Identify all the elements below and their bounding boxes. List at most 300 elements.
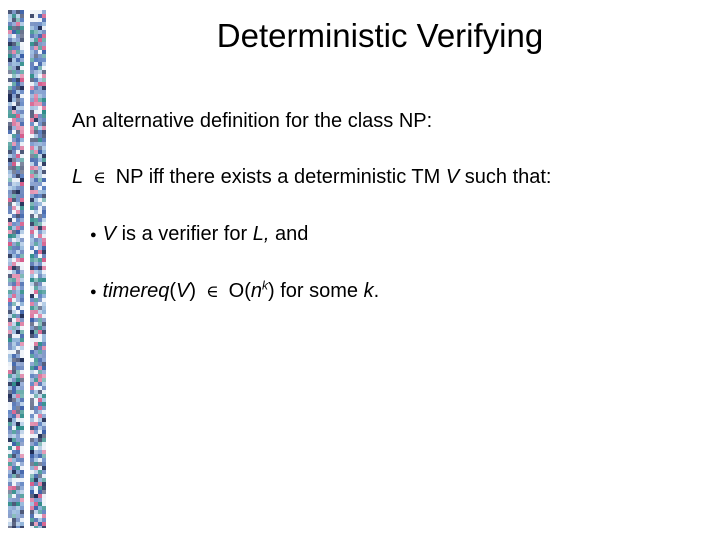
mosaic-tile	[8, 102, 12, 106]
mosaic-tile	[30, 350, 34, 354]
mosaic-tile	[8, 438, 12, 442]
mosaic-tile	[8, 230, 12, 234]
mosaic-tile	[38, 78, 42, 82]
mosaic-tile	[42, 494, 46, 498]
mosaic-tile	[38, 374, 42, 378]
mosaic-tile	[20, 122, 24, 126]
mosaic-tile	[8, 522, 12, 526]
mosaic-tile	[16, 250, 20, 254]
mosaic-tile	[16, 430, 20, 434]
mosaic-tile	[16, 146, 20, 150]
mosaic-tile	[30, 462, 34, 466]
mosaic-tile	[12, 58, 16, 62]
mosaic-tile	[12, 390, 16, 394]
mosaic-tile	[20, 458, 24, 462]
mosaic-tile	[16, 478, 20, 482]
mosaic-tile	[42, 214, 46, 218]
mosaic-tile	[30, 438, 34, 442]
mosaic-tile	[12, 86, 16, 90]
mosaic-tile	[12, 238, 16, 242]
mosaic-tile	[42, 526, 46, 528]
mosaic-tile	[34, 258, 38, 262]
mosaic-tile	[16, 278, 20, 282]
mosaic-tile	[34, 58, 38, 62]
mosaic-tile	[20, 422, 24, 426]
mosaic-tile	[30, 190, 34, 194]
mosaic-tile	[12, 94, 16, 98]
mosaic-tile	[34, 86, 38, 90]
mosaic-tile	[16, 494, 20, 498]
mosaic-tile	[20, 350, 24, 354]
mosaic-tile	[38, 166, 42, 170]
mosaic-tile	[38, 426, 42, 430]
mosaic-tile	[16, 266, 20, 270]
mosaic-tile	[20, 434, 24, 438]
mosaic-tile	[12, 218, 16, 222]
mosaic-tile	[12, 474, 16, 478]
mosaic-tile	[42, 218, 46, 222]
mosaic-tile	[16, 150, 20, 154]
mosaic-tile	[30, 262, 34, 266]
mosaic-tile	[42, 238, 46, 242]
mosaic-tile	[30, 182, 34, 186]
mosaic-tile	[30, 130, 34, 134]
mosaic-tile	[20, 150, 24, 154]
mosaic-tile	[38, 230, 42, 234]
exponent-k: k	[261, 278, 268, 293]
mosaic-tile	[8, 202, 12, 206]
mosaic-tile	[38, 174, 42, 178]
mosaic-tile	[30, 158, 34, 162]
mosaic-tile	[42, 146, 46, 150]
mosaic-tile	[12, 482, 16, 486]
mosaic-tile	[30, 410, 34, 414]
mosaic-tile	[34, 290, 38, 294]
mosaic-tile	[42, 94, 46, 98]
mosaic-tile	[12, 442, 16, 446]
mosaic-tile	[42, 362, 46, 366]
mosaic-tile	[30, 434, 34, 438]
mosaic-tile	[16, 118, 20, 122]
mosaic-tile	[16, 466, 20, 470]
mosaic-tile	[20, 522, 24, 526]
mosaic-tile	[42, 434, 46, 438]
mosaic-tile	[20, 398, 24, 402]
mosaic-tile	[38, 382, 42, 386]
mosaic-tile	[20, 322, 24, 326]
mosaic-tile	[38, 298, 42, 302]
mosaic-tile	[38, 170, 42, 174]
mosaic-tile	[42, 418, 46, 422]
mosaic-tile	[34, 366, 38, 370]
mosaic-tile	[8, 454, 12, 458]
mosaic-tile	[38, 194, 42, 198]
mosaic-tile	[12, 130, 16, 134]
mosaic-tile	[16, 242, 20, 246]
mosaic-tile	[16, 262, 20, 266]
mosaic-tile	[34, 326, 38, 330]
mosaic-tile	[8, 370, 12, 374]
mosaic-tile	[38, 302, 42, 306]
mosaic-tile	[20, 66, 24, 70]
mosaic-tile	[38, 314, 42, 318]
mosaic-tile	[20, 98, 24, 102]
mosaic-tile	[16, 446, 20, 450]
mosaic-tile	[16, 114, 20, 118]
mosaic-tile	[30, 266, 34, 270]
mosaic-tile	[20, 130, 24, 134]
mosaic-tile	[38, 506, 42, 510]
mosaic-tile	[30, 326, 34, 330]
mosaic-tile	[12, 518, 16, 522]
mosaic-tile	[42, 502, 46, 506]
mosaic-tile	[16, 202, 20, 206]
mosaic-tile	[12, 286, 16, 290]
paren-close: )	[189, 280, 197, 302]
mosaic-tile	[30, 474, 34, 478]
mosaic-tile	[20, 106, 24, 110]
mosaic-tile	[30, 398, 34, 402]
mosaic-tile	[8, 462, 12, 466]
mosaic-tile	[34, 406, 38, 410]
mosaic-tile	[30, 358, 34, 362]
mosaic-tile	[38, 206, 42, 210]
mosaic-tile	[38, 354, 42, 358]
mosaic-tile	[12, 382, 16, 386]
mosaic-tile	[12, 142, 16, 146]
mosaic-tile	[42, 126, 46, 130]
mosaic-tile	[8, 78, 12, 82]
mosaic-tile	[42, 118, 46, 122]
mosaic-tile	[16, 442, 20, 446]
mosaic-tile	[12, 354, 16, 358]
mosaic-tile	[38, 370, 42, 374]
mosaic-tile	[42, 190, 46, 194]
mosaic-tile	[16, 306, 20, 310]
mosaic-tile	[12, 350, 16, 354]
mosaic-tile	[42, 518, 46, 522]
mosaic-tile	[34, 418, 38, 422]
mosaic-tile	[12, 478, 16, 482]
mosaic-tile	[16, 130, 20, 134]
mosaic-tile	[8, 418, 12, 422]
mosaic-tile	[8, 474, 12, 478]
mosaic-tile	[12, 74, 16, 78]
mosaic-tile	[8, 118, 12, 122]
mosaic-tile	[38, 110, 42, 114]
mosaic-tile	[34, 218, 38, 222]
mosaic-tile	[34, 506, 38, 510]
mosaic-tile	[16, 74, 20, 78]
definition-suffix: such that:	[464, 166, 552, 188]
mosaic-tile	[12, 486, 16, 490]
mosaic-tile	[20, 318, 24, 322]
mosaic-tile	[30, 218, 34, 222]
mosaic-tile	[8, 286, 12, 290]
mosaic-tile	[34, 274, 38, 278]
mosaic-tile	[34, 70, 38, 74]
mosaic-tile	[16, 314, 20, 318]
mosaic-tile	[34, 386, 38, 390]
mosaic-tile	[30, 322, 34, 326]
mosaic-tile	[30, 74, 34, 78]
mosaic-tile	[42, 298, 46, 302]
mosaic-tile	[20, 386, 24, 390]
mosaic-tile	[16, 98, 20, 102]
mosaic-tile	[16, 218, 20, 222]
mosaic-tile	[12, 290, 16, 294]
mosaic-tile	[30, 390, 34, 394]
mosaic-tile	[8, 330, 12, 334]
mosaic-tile	[34, 198, 38, 202]
mosaic-tile	[30, 230, 34, 234]
mosaic-tile	[30, 214, 34, 218]
mosaic-tile	[16, 94, 20, 98]
mosaic-tile	[42, 510, 46, 514]
mosaic-tile	[20, 286, 24, 290]
mosaic-tile	[38, 270, 42, 274]
var-l: L	[72, 166, 84, 188]
mosaic-tile	[38, 438, 42, 442]
mosaic-tile	[34, 154, 38, 158]
mosaic-tile	[16, 210, 20, 214]
mosaic-tile	[42, 366, 46, 370]
mosaic-tile	[30, 174, 34, 178]
mosaic-tile	[8, 298, 12, 302]
mosaic-tile	[16, 230, 20, 234]
mosaic-tile	[8, 410, 12, 414]
mosaic-tile	[8, 190, 12, 194]
mosaic-tile	[12, 362, 16, 366]
mosaic-tile	[42, 482, 46, 486]
mosaic-tile	[38, 282, 42, 286]
mosaic-tile	[38, 430, 42, 434]
mosaic-tile	[34, 226, 38, 230]
mosaic-tile	[12, 514, 16, 518]
mosaic-tile	[34, 522, 38, 526]
mosaic-tile	[16, 386, 20, 390]
mosaic-tile	[8, 134, 12, 138]
mosaic-tile	[8, 234, 12, 238]
mosaic-tile	[20, 338, 24, 342]
mosaic-tile	[16, 290, 20, 294]
mosaic-tile	[8, 398, 12, 402]
mosaic-tile	[16, 138, 20, 142]
mosaic-tile	[12, 206, 16, 210]
mosaic-tile	[42, 254, 46, 258]
mosaic-tile	[16, 154, 20, 158]
mosaic-tile	[8, 166, 12, 170]
mosaic-tile	[34, 66, 38, 70]
mosaic-tile	[42, 486, 46, 490]
mosaic-tile	[42, 294, 46, 298]
mosaic-tile	[30, 302, 34, 306]
mosaic-tile	[8, 490, 12, 494]
mosaic-tile	[42, 406, 46, 410]
mosaic-tile	[38, 454, 42, 458]
mosaic-tile	[12, 294, 16, 298]
mosaic-tile	[30, 446, 34, 450]
mosaic-tile	[16, 434, 20, 438]
mosaic-tile	[12, 374, 16, 378]
mosaic-tile	[20, 282, 24, 286]
mosaic-tile	[20, 494, 24, 498]
mosaic-tile	[30, 510, 34, 514]
mosaic-tile	[42, 462, 46, 466]
mosaic-tile	[20, 362, 24, 366]
mosaic-tile	[38, 258, 42, 262]
mosaic-tile	[20, 274, 24, 278]
mosaic-tile	[20, 146, 24, 150]
mosaic-tile	[34, 430, 38, 434]
mosaic-tile	[38, 510, 42, 514]
mosaic-tile	[20, 186, 24, 190]
mosaic-tile	[30, 394, 34, 398]
mosaic-tile	[42, 258, 46, 262]
mosaic-tile	[12, 462, 16, 466]
mosaic-tile	[8, 254, 12, 258]
mosaic-tile	[30, 330, 34, 334]
mosaic-tile	[42, 414, 46, 418]
mosaic-tile	[34, 490, 38, 494]
mosaic-tile	[20, 78, 24, 82]
mosaic-tile	[8, 86, 12, 90]
mosaic-tile	[12, 274, 16, 278]
mosaic-tile	[16, 506, 20, 510]
mosaic-tile	[38, 178, 42, 182]
mosaic-tile	[34, 206, 38, 210]
mosaic-tile	[8, 314, 12, 318]
mosaic-tile	[34, 262, 38, 266]
mosaic-tile	[8, 346, 12, 350]
mosaic-tile	[38, 82, 42, 86]
mosaic-tile	[20, 158, 24, 162]
mosaic-tile	[38, 74, 42, 78]
mosaic-tile	[20, 426, 24, 430]
mosaic-tile	[12, 126, 16, 130]
mosaic-tile	[8, 442, 12, 446]
mosaic-tile	[34, 350, 38, 354]
mosaic-tile	[34, 162, 38, 166]
mosaic-tile	[8, 206, 12, 210]
mosaic-tile	[38, 326, 42, 330]
mosaic-tile	[42, 222, 46, 226]
definition-text: iff there exists a deterministic TM	[148, 166, 441, 188]
mosaic-tile	[30, 286, 34, 290]
mosaic-tile	[34, 438, 38, 442]
mosaic-tile	[20, 378, 24, 382]
mosaic-tile	[8, 186, 12, 190]
mosaic-tile	[38, 86, 42, 90]
mosaic-tile	[8, 210, 12, 214]
mosaic-tile	[20, 230, 24, 234]
mosaic-tile	[30, 366, 34, 370]
mosaic-tile	[12, 254, 16, 258]
mosaic-artwork	[8, 10, 46, 528]
mosaic-tile	[34, 422, 38, 426]
mosaic-tile	[30, 94, 34, 98]
mosaic-tile	[20, 438, 24, 442]
mosaic-tile	[16, 342, 20, 346]
mosaic-tile	[8, 422, 12, 426]
mosaic-tile	[12, 66, 16, 70]
mosaic-tile	[42, 122, 46, 126]
mosaic-tile	[34, 382, 38, 386]
mosaic-tile	[20, 206, 24, 210]
mosaic-tile	[42, 470, 46, 474]
mosaic-tile	[8, 270, 12, 274]
mosaic-tile	[12, 166, 16, 170]
mosaic-tile	[38, 158, 42, 162]
mosaic-tile	[34, 78, 38, 82]
mosaic-tile	[20, 242, 24, 246]
mosaic-tile	[42, 346, 46, 350]
mosaic-tile	[38, 474, 42, 478]
mosaic-tile	[20, 258, 24, 262]
mosaic-tile	[34, 370, 38, 374]
mosaic-tile	[12, 266, 16, 270]
mosaic-tile	[30, 522, 34, 526]
mosaic-tile	[34, 146, 38, 150]
mosaic-tile	[8, 494, 12, 498]
mosaic-tile	[20, 366, 24, 370]
var-v: V	[445, 166, 460, 188]
mosaic-tile	[30, 114, 34, 118]
mosaic-tile	[20, 406, 24, 410]
mosaic-tile	[34, 342, 38, 346]
mosaic-tile	[8, 98, 12, 102]
mosaic-tile	[30, 242, 34, 246]
mosaic-tile	[16, 246, 20, 250]
mosaic-tile	[8, 378, 12, 382]
mosaic-tile	[30, 150, 34, 154]
mosaic-tile	[20, 138, 24, 142]
mosaic-tile	[20, 278, 24, 282]
mosaic-tile	[20, 114, 24, 118]
mosaic-tile	[12, 522, 16, 526]
mosaic-tile	[20, 198, 24, 202]
mosaic-tile	[42, 262, 46, 266]
mosaic-tile	[20, 346, 24, 350]
mosaic-tile	[42, 194, 46, 198]
mosaic-tile	[8, 478, 12, 482]
mosaic-tile	[8, 518, 12, 522]
mosaic-tile	[38, 522, 42, 526]
mosaic-tile	[16, 86, 20, 90]
mosaic-tile	[16, 82, 20, 86]
mosaic-tile	[8, 506, 12, 510]
mosaic-tile	[30, 310, 34, 314]
mosaic-tile	[30, 106, 34, 110]
bullet-text: for some	[280, 280, 359, 302]
mosaic-tile	[8, 114, 12, 118]
mosaic-tile	[30, 422, 34, 426]
mosaic-tile	[34, 346, 38, 350]
mosaic-tile	[16, 330, 20, 334]
mosaic-tile	[38, 294, 42, 298]
mosaic-tile	[38, 286, 42, 290]
mosaic-tile	[8, 450, 12, 454]
mosaic-tile	[20, 358, 24, 362]
mosaic-tile	[20, 74, 24, 78]
mosaic-tile	[20, 250, 24, 254]
mosaic-tile	[20, 102, 24, 106]
mosaic-tile	[42, 242, 46, 246]
mosaic-tile	[20, 470, 24, 474]
mosaic-tile	[42, 438, 46, 442]
mosaic-tile	[12, 358, 16, 362]
mosaic-tile	[42, 290, 46, 294]
